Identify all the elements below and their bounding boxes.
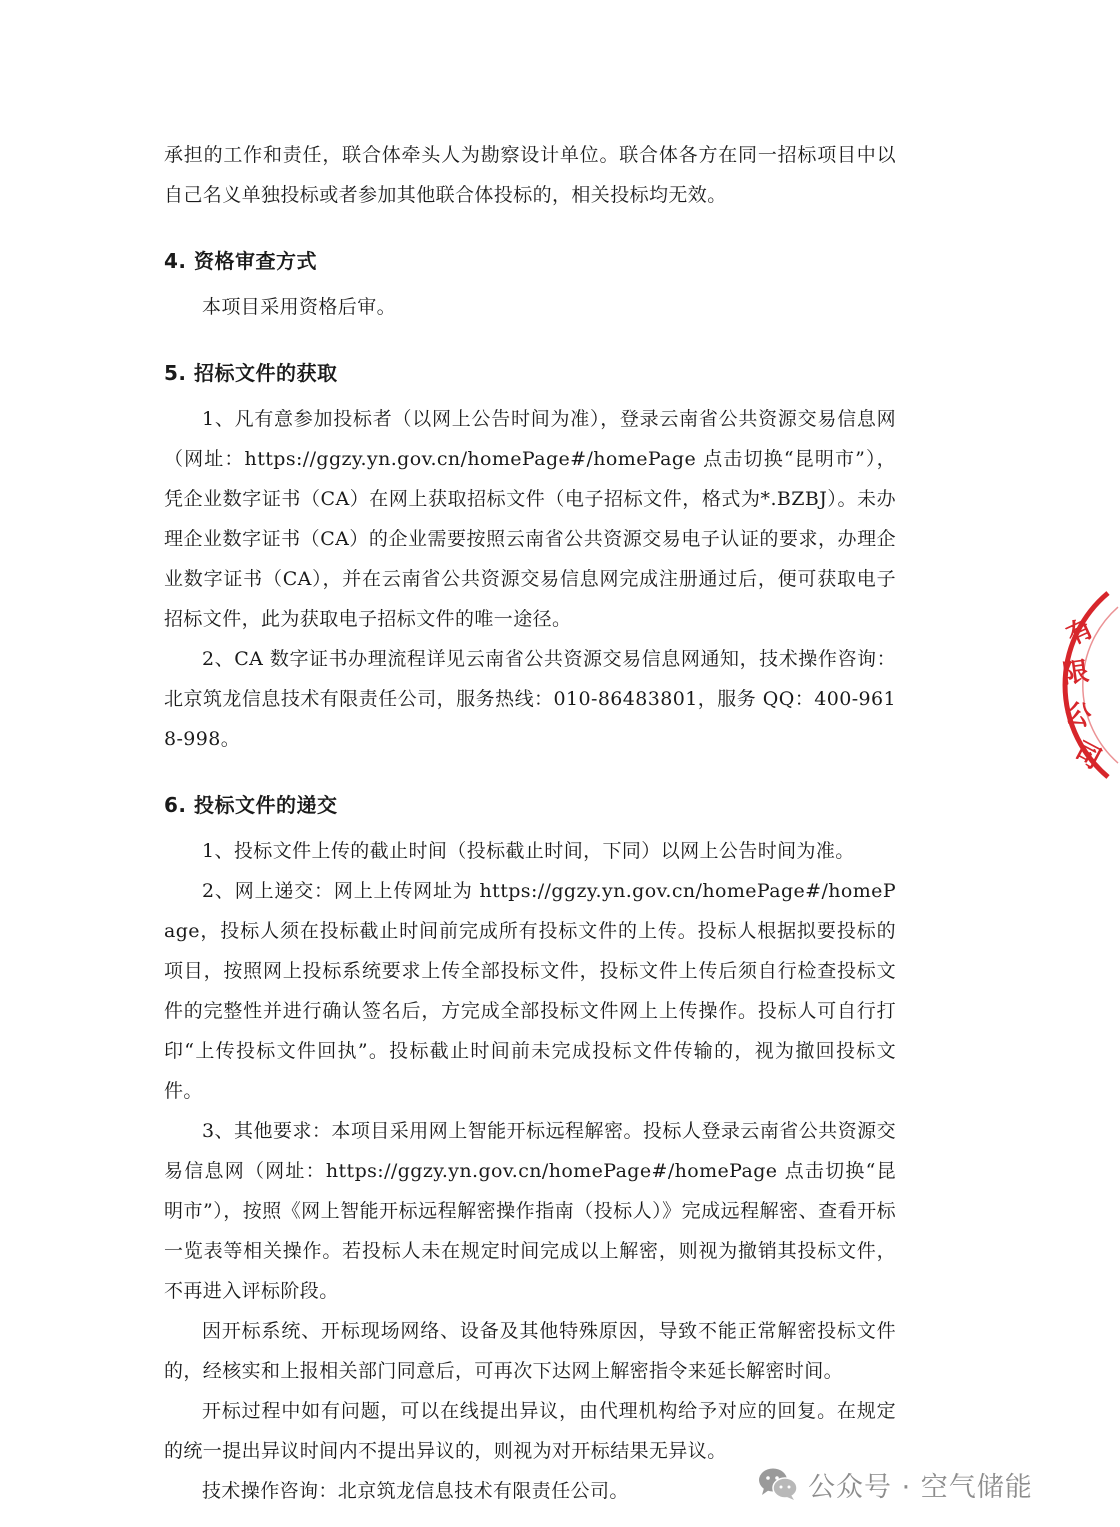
svg-text:公: 公 [1062,698,1094,733]
watermark-text: 公众号 · 空气储能 [808,1471,1033,1503]
document-body [164,135,896,1511]
section-heading-6: 6. 投标文件的递交 [164,793,338,817]
paragraph-consortium: 承担的工作和责任，联合体牵头人为勘察设计单位。联合体各方在同一招标项目中以自己名义单独投标或者参加其他联合体投标的，相关投标均无效。 [164,144,896,206]
paragraph-6-4: 因开标系统、开标现场网络、设备及其他特殊原因，导致不能正常解密投标文件的，经核实和上报相关部门同意后，可再次下达网上解密指令来延长解密时间。 [164,1320,896,1382]
svg-text:司: 司 [1068,736,1106,776]
paragraph-5-2: 2、CA 数字证书办理流程详见云南省公共资源交易信息网通知，技术操作咨询：北京筑龙信息技术有限责任公司，服务热线：010-86483801，服务 QQ：400-9618-998。 [164,648,896,750]
paragraph-4-1: 本项目采用资格后审。 [202,296,397,318]
paragraph-6-1: 1、投标文件上传的截止时间（投标截止时间，下同）以网上公告时间为准。 [202,840,855,862]
paragraph-6-5: 开标过程中如有问题，可以在线提出异议，由代理机构给予对应的回复。在规定的统一提出异议时间内不提出异议的，则视为对开标结果无异议。 [164,1400,896,1462]
svg-text:限: 限 [1060,656,1091,690]
paragraph-6-3: 3、其他要求：本项目采用网上智能开标远程解密。投标人登录云南省公共资源交易信息网（网址：https://ggzy.yn.gov.cn/homePage#/homePage 点击切换“昆明市”），按照《网上智能开标远程解密操作指南（投标人）》完成远程解密、查看开标一览表等相关操作。若投标人未在规定时间完成以上解密，则视为撤销其投标文件，不再进入评标阶段。 [164,1120,896,1302]
paragraph-5-1: 1、凡有意参加投标者（以网上公告时间为准），登录云南省公共资源交易信息网（网址：https://ggzy.yn.gov.cn/homePage#/homePage 点击切换“昆明市”），凭企业数字证书（CA）在网上获取招标文件（电子招标文件，格式为*.BZBJ）。未办理企业数字证书（CA）的企业需要按照云南省公共资源交易电子认证的要求，办理企业数字证书（CA），并在云南省公共资源交易信息网完成注册通过后，便可获取电子招标文件，此为获取电子招标文件的唯一途径。 [164,408,896,630]
wechat-icon [758,1467,798,1501]
wechat-watermark [758,1460,1033,1508]
paragraph-6-6: 技术操作咨询：北京筑龙信息技术有限责任公司。 [202,1480,629,1502]
company-seal-stamp [1040,585,1120,785]
section-heading-5: 5. 招标文件的获取 [164,361,338,385]
paragraph-6-2: 2、网上递交：网上上传网址为 https://ggzy.yn.gov.cn/homePage#/homePage，投标人须在投标截止时间前完成所有投标文件的上传。投标人根据拟要投标的项目，按照网上投标系统要求上传全部投标文件，投标文件上传后须自行检查投标文件的完整性并进行确认签名后，方完成全部投标文件网上上传操作。投标人可自行打印“上传投标文件回执”。投标截止时间前未完成投标文件传输的，视为撤回投标文件。 [164,880,896,1102]
svg-text:有: 有 [1062,613,1099,652]
section-heading-4: 4. 资格审查方式 [164,249,317,273]
